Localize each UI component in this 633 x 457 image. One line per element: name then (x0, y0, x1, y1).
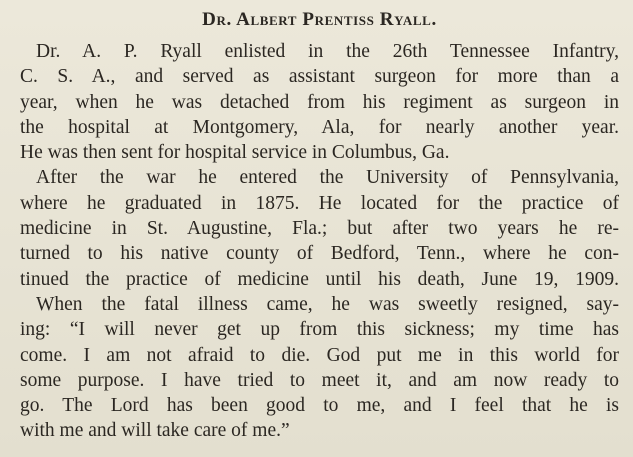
paragraph-3 (20, 292, 619, 444)
text-line: ing: “I will never get up from this sickness; my time has (20, 319, 619, 341)
text-line: When the fatal illness came, he was sweetly resigned, say- (36, 293, 619, 315)
text-line: where he graduated in 1875. He located for the practice of (20, 192, 619, 214)
text-line: medicine in St. Augustine, Fla.; but after two years he re- (20, 218, 619, 240)
text-line: some purpose. I have tried to meet it, and am now ready to (20, 369, 619, 391)
page-title: Dr. Albert Prentiss Ryall. (202, 9, 437, 30)
text-line: He was then sent for hospital service in Columbus, Ga. (20, 142, 450, 164)
text-line: After the war he entered the University of Pennsylvania, (36, 167, 619, 189)
paragraph-1 (20, 39, 619, 165)
text-line: the hospital at Montgomery, Ala, for nearly another year. (20, 116, 619, 138)
text-line: turned to his native county of Bedford, Tenn., where he con- (20, 243, 619, 265)
text-line: C. S. A., and served as assistant surgeon for more than a (20, 66, 619, 88)
text-line: Dr. A. P. Ryall enlisted in the 26th Tennessee Infantry, (36, 41, 619, 62)
paragraph-2 (20, 165, 619, 291)
text-line: with me and will take care of me.” (20, 420, 290, 442)
text-line: go. The Lord has been good to me, and I feel that he is (20, 395, 619, 417)
text-line: come. I am not afraid to die. God put me in this world for (20, 344, 619, 366)
text-line: year, when he was detached from his regiment as surgeon in (20, 91, 619, 113)
text-line: tinued the practice of medicine until his death, June 19, 1909. (20, 268, 619, 290)
